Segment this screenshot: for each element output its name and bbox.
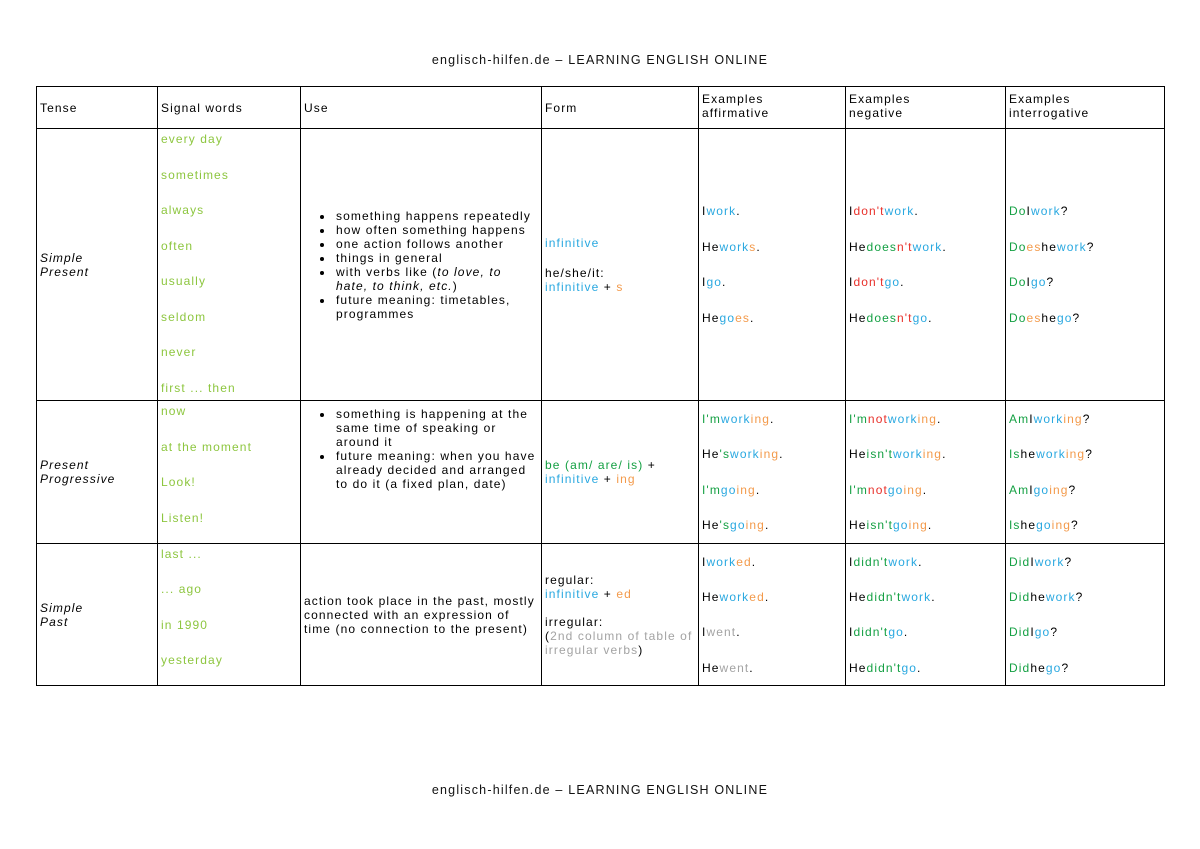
example: I'm work ing . — [702, 411, 775, 426]
example: He work s . — [702, 239, 761, 254]
form-he-she-it: he/she/it: — [545, 265, 605, 280]
form-irregular-label: irregular: — [545, 614, 604, 629]
signal-words — [158, 401, 301, 544]
header-row — [37, 87, 1165, 129]
use-cell — [301, 401, 542, 544]
example: He work ed . — [702, 589, 770, 604]
example: I'm not go ing . — [849, 482, 928, 497]
example: I didn't go . — [849, 625, 909, 640]
examples-affirmative — [699, 544, 846, 686]
col-signal-words: Signal words — [158, 87, 301, 129]
example: He does n't go . — [849, 310, 933, 325]
example: Is he go ing ? — [1009, 518, 1079, 533]
example: He 's go ing . — [702, 518, 770, 533]
signal-word: in 1990 — [161, 617, 209, 632]
signal-words — [158, 129, 301, 401]
example: He 's work ing . — [702, 447, 784, 462]
example: I'm not work ing . — [849, 411, 942, 426]
example: He isn't work ing . — [849, 447, 947, 462]
example: He does n't work . — [849, 239, 947, 254]
example: I work ed . — [702, 554, 757, 569]
table-row-simple-past — [37, 544, 1165, 686]
examples-affirmative — [699, 401, 846, 544]
signal-word: first ... then — [161, 380, 236, 395]
use-cell — [301, 129, 542, 401]
signal-word: now — [161, 404, 187, 418]
example: Do es he work ? — [1009, 239, 1095, 254]
example: Am I go ing ? — [1009, 482, 1077, 497]
table-row-present-progressive — [37, 401, 1165, 544]
example: I didn't work . — [849, 554, 923, 569]
signal-word: Look! — [161, 475, 196, 489]
signal-word: usually — [161, 274, 207, 288]
example: Do I work ? — [1009, 204, 1069, 219]
use-item: • something is happening at the same time of speaking or around it — [334, 407, 538, 449]
use-cell — [301, 544, 542, 686]
col-tense: Tense — [37, 87, 158, 129]
tenses-table — [36, 86, 1165, 686]
example: He isn't go ing . — [849, 518, 933, 533]
examples-interrogative — [1006, 544, 1165, 686]
examples-affirmative — [699, 129, 846, 401]
example: He didn't go . — [849, 660, 922, 675]
use-item: • things in general — [334, 251, 538, 265]
example: Did I work ? — [1009, 554, 1073, 569]
form-cell — [542, 129, 699, 401]
form-infinitive: infinitive — [545, 235, 600, 250]
signal-word: every day — [161, 132, 223, 146]
form-rule: be (am/ are/ is) + — [545, 458, 656, 472]
example: Did he work ? — [1009, 589, 1084, 604]
col-examples-affirmative: Examples affirmative — [699, 87, 846, 129]
use-text: action took place in the past, mostly connected with an expression of time (no connection to the present) — [304, 593, 535, 636]
use-item: • future meaning: when you have already decided and arranged to do it (a fixed plan, date) — [334, 449, 538, 491]
form-rule: infinitive + ed — [545, 586, 632, 601]
example: I work . — [702, 204, 741, 219]
signal-word: ... ago — [161, 582, 203, 597]
col-examples-interrogative: Examples interrogative — [1006, 87, 1165, 129]
col-use: Use — [301, 87, 542, 129]
example: Do es he go ? — [1009, 310, 1081, 325]
form-irregular-note: (2nd column of table of irregular verbs) — [545, 628, 693, 657]
signal-word: sometimes — [161, 167, 229, 182]
examples-negative — [846, 129, 1006, 401]
examples-negative — [846, 401, 1006, 544]
example: He go es . — [702, 310, 755, 325]
example: I don't go . — [849, 275, 905, 290]
tense-name: Present Progressive — [37, 401, 158, 544]
example: He went . — [702, 660, 754, 675]
signal-word: last ... — [161, 547, 202, 561]
tense-name: Simple Past — [37, 544, 158, 686]
signal-word: at the moment — [161, 439, 253, 454]
page-footer: englisch-hilfen.de – LEARNING ENGLISH ONLINE — [431, 783, 769, 797]
table-row-simple-present — [37, 129, 1165, 401]
example: I don't work . — [849, 204, 919, 219]
examples-interrogative — [1006, 129, 1165, 401]
tense-name: Simple Present — [37, 129, 158, 401]
form-rule: infinitive + s — [545, 279, 624, 294]
col-examples-negative: Examples negative — [846, 87, 1006, 129]
example: Do I go ? — [1009, 275, 1055, 290]
signal-word: Listen! — [161, 510, 205, 525]
signal-words — [158, 544, 301, 686]
use-item: • how often something happens — [334, 223, 538, 237]
example: Did he go ? — [1009, 660, 1070, 675]
form-cell — [542, 544, 699, 686]
examples-interrogative — [1006, 401, 1165, 544]
use-item: • one action follows another — [334, 237, 538, 251]
signal-word: always — [161, 203, 205, 217]
signal-word: never — [161, 345, 197, 359]
example: Did I go ? — [1009, 625, 1059, 640]
form-rule: infinitive + ing — [545, 472, 636, 486]
signal-word: seldom — [161, 309, 207, 324]
example: I went . — [702, 625, 741, 640]
page-header: englisch-hilfen.de – LEARNING ENGLISH ONLINE — [431, 53, 769, 67]
signal-word: yesterday — [161, 652, 223, 667]
example: He didn't work . — [849, 589, 936, 604]
examples-negative — [846, 544, 1006, 686]
use-item: • with verbs like (to love, to hate, to think, etc.) — [334, 265, 538, 293]
use-item: • future meaning: timetables, programmes — [334, 293, 538, 321]
example: I go . — [702, 275, 727, 290]
example: Am I work ing ? — [1009, 411, 1091, 426]
signal-word: often — [161, 238, 194, 253]
example: Is he work ing ? — [1009, 447, 1093, 462]
example: I'm go ing . — [702, 482, 761, 497]
use-item: • something happens repeatedly — [334, 209, 538, 223]
form-regular-label: regular: — [545, 572, 595, 587]
col-form: Form — [542, 87, 699, 129]
form-cell — [542, 401, 699, 544]
